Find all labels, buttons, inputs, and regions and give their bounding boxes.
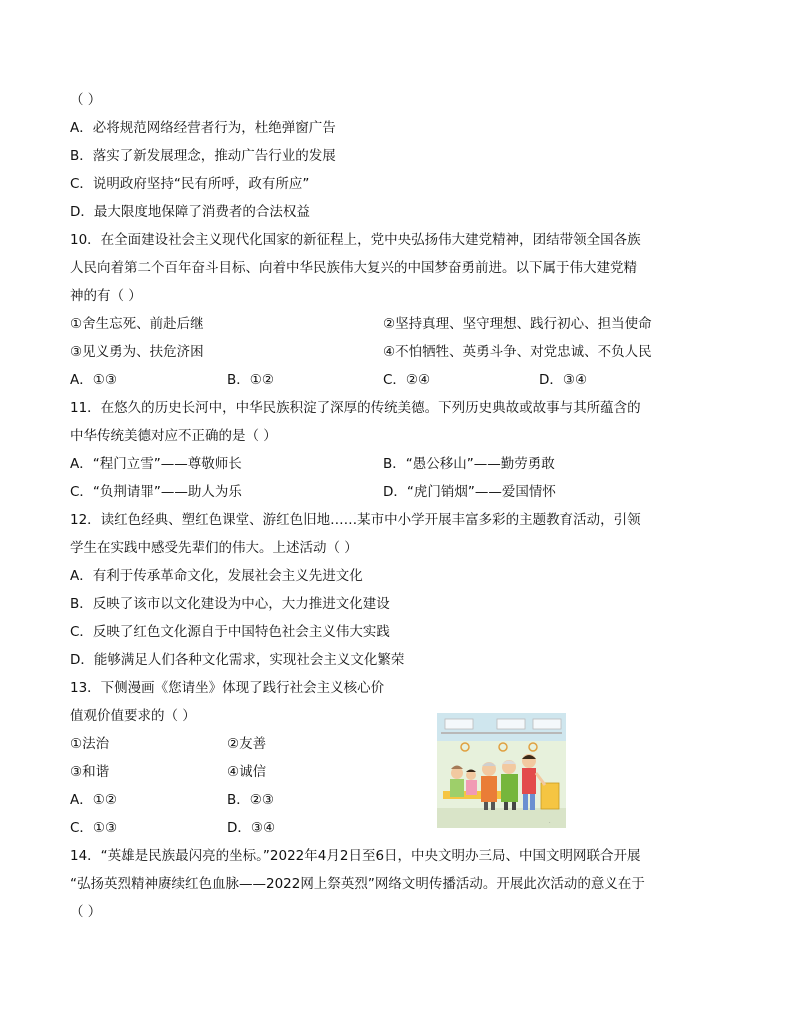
q14-stem-line-1: 14．“英雄是民族最闪亮的坐标。”2022年4月2日至6日，中央文明办三局、中国文明网联合开展 xyxy=(70,848,641,864)
q13-item-1: ①法治 xyxy=(70,736,110,752)
q10-item-3: ③见义勇为、扶危济困 xyxy=(70,344,204,360)
q10-choice-c: C．②④ xyxy=(383,372,431,388)
q13-choice-c: C．①③ xyxy=(70,820,118,836)
q13-choice-b: B．②③ xyxy=(227,792,274,808)
q11-stem-line-1: 11．在悠久的历史长河中，中华民族积淀了深厚的传统美德。下列历史典故或故事与其所蕴含的 xyxy=(70,400,641,416)
q11-choice-d: D．“虎门销烟”——爱国情怀 xyxy=(383,484,556,500)
cartoon-seat-offering-image xyxy=(437,713,566,828)
q10-choice-b: B．①② xyxy=(227,372,274,388)
q13-stem-line-1: 13．下侧漫画《您请坐》体现了践行社会主义核心价 xyxy=(70,680,385,696)
q13-item-3: ③和谐 xyxy=(70,764,110,780)
q13-item-2: ②友善 xyxy=(227,736,267,752)
q9-option-d: D．最大限度地保障了消费者的合法权益 xyxy=(70,204,310,220)
q12-option-c: C．反映了红色文化源自于中国特色社会主义伟大实践 xyxy=(70,624,390,640)
q9-option-c: C．说明政府坚持“民有所呼，政有所应” xyxy=(70,176,310,192)
q13-stem-line-2: 值观价值要求的（ ） xyxy=(70,708,196,724)
q12-option-d: D．能够满足人们各种文化需求，实现社会主义文化繁荣 xyxy=(70,652,405,668)
q11-choice-c: C．“负荆请罪”——助人为乐 xyxy=(70,484,242,500)
q12-option-b: B．反映了该市以文化建设为中心，大力推进文化建设 xyxy=(70,596,390,612)
q13-choice-a: A．①② xyxy=(70,792,117,808)
q10-item-2: ②坚持真理、坚守理想、践行初心、担当使命 xyxy=(383,316,652,332)
q9-option-b: B．落实了新发展理念，推动广告行业的发展 xyxy=(70,148,336,164)
q13-item-4: ④诚信 xyxy=(227,764,267,780)
q12-option-a: A．有利于传承革命文化，发展社会主义先进文化 xyxy=(70,568,363,584)
q10-choice-a: A．①③ xyxy=(70,372,117,388)
q12-stem-line-1: 12．读红色经典、塑红色课堂、游红色旧地……某市中小学开展丰富多彩的主题教育活动，引领 xyxy=(70,512,641,528)
q13-choice-d: D．③④ xyxy=(227,820,276,836)
q9-answer-paren: （ ） xyxy=(70,92,102,108)
q10-choice-d: D．③④ xyxy=(539,372,588,388)
q9-option-a: A．必将规范网络经营者行为，杜绝弹窗广告 xyxy=(70,120,336,136)
q14-stem-line-3: （ ） xyxy=(70,904,102,920)
q10-item-4: ④不怕牺牲、英勇斗争、对党忠诚、不负人民 xyxy=(383,344,652,360)
q10-stem-line-2: 人民向着第二个百年奋斗目标、向着中华民族伟大复兴的中国梦奋勇前进。以下属于伟大建党精 xyxy=(70,260,637,276)
svg-text:·: · xyxy=(549,820,551,826)
q11-choice-a: A．“程门立雪”——尊敬师长 xyxy=(70,456,242,472)
q14-stem-line-2: “弘扬英烈精神赓续红色血脉——2022网上祭英烈”网络文明传播活动。开展此次活动的意义在于 xyxy=(70,876,645,892)
q10-stem-line-1: 10．在全面建设社会主义现代化国家的新征程上，党中央弘扬伟大建党精神，团结带领全国各族 xyxy=(70,232,641,248)
q10-stem-line-3: 神的有（ ） xyxy=(70,288,142,304)
q11-stem-line-2: 中华传统美德对应不正确的是（ ） xyxy=(70,428,277,444)
q12-stem-line-2: 学生在实践中感受先辈们的伟大。上述活动（ ） xyxy=(70,540,358,556)
q11-choice-b: B．“愚公移山”——勤劳勇敢 xyxy=(383,456,555,472)
q10-item-1: ①舍生忘死、前赴后继 xyxy=(70,316,204,332)
